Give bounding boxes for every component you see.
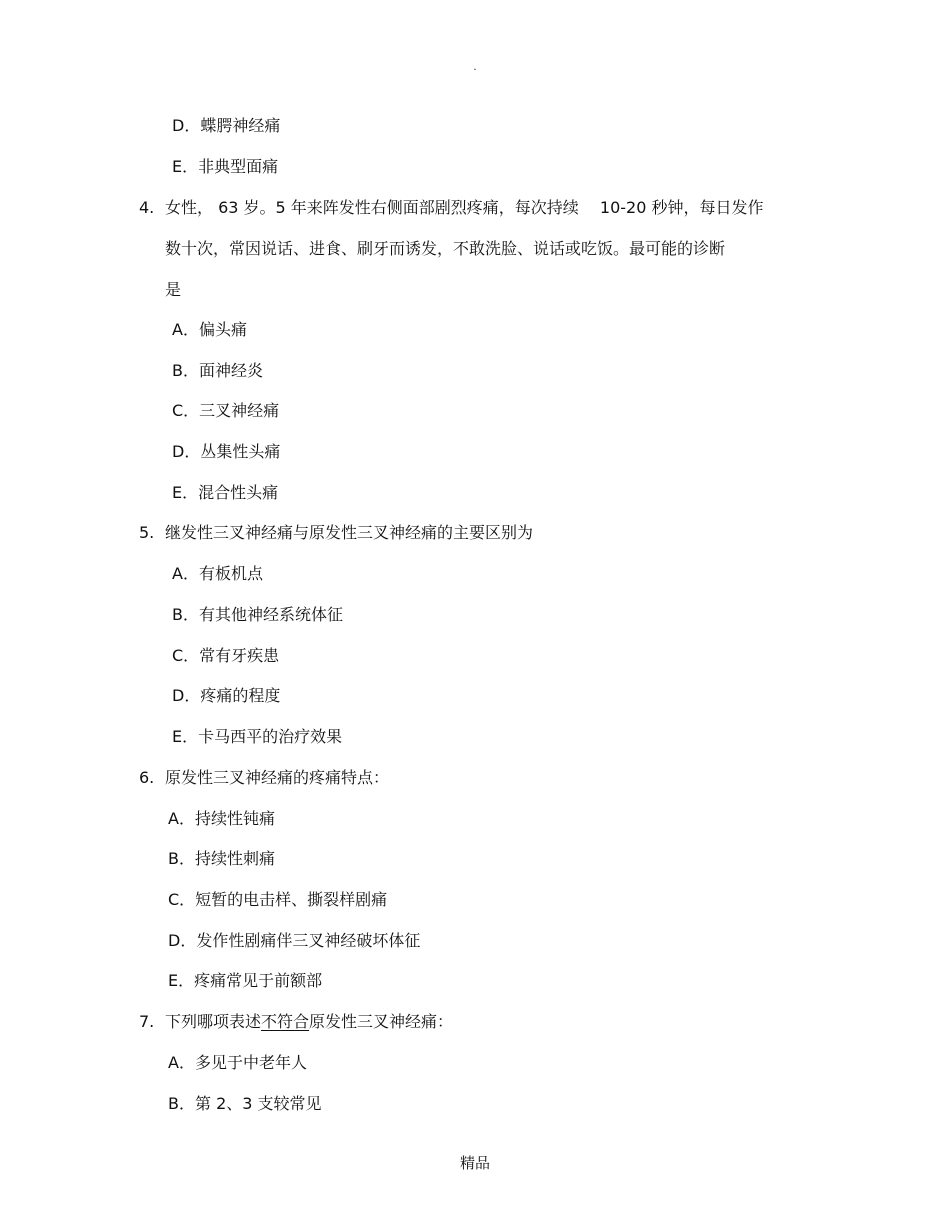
option-7b: B．第 2、3 支较常见	[168, 1094, 322, 1113]
option-4b: B．面神经炎	[172, 361, 263, 380]
option-6a: A．持续性钝痛	[168, 809, 275, 828]
option-4a: A．偏头痛	[172, 320, 247, 339]
question-number: 7.	[139, 1012, 155, 1031]
option-4e: E．混合性头痛	[172, 483, 279, 502]
option-6e: E．疼痛常见于前额部	[168, 971, 323, 990]
question-text-end: 原发性三叉神经痛：	[309, 1012, 454, 1031]
question-4-line-2: 数十次，常因说话、进食、刷牙而诱发，不敢洗脸、说话或吃饭。最可能的诊断	[165, 239, 726, 258]
option-5e: E．卡马西平的治疗效果	[172, 727, 343, 746]
option-6d: D．发作性剧痛伴三叉神经破坏体征	[168, 931, 421, 950]
question-number: 5.	[139, 523, 155, 542]
question-number: 6.	[139, 768, 155, 787]
option-7a: A．多见于中老年人	[168, 1053, 307, 1072]
option-5d: D．疼痛的程度	[172, 686, 281, 705]
question-6	[139, 766, 389, 790]
footer-label: 精品	[459, 1154, 490, 1172]
option-5b: B．有其他神经系统体征	[172, 605, 343, 624]
question-7	[139, 1010, 453, 1034]
question-5	[139, 521, 533, 545]
option-6b: B．持续性刺痛	[168, 849, 275, 868]
question-text-start: 下列哪项表述	[165, 1012, 262, 1031]
option-5c: C．常有牙疾患	[172, 646, 280, 665]
question-text: 原发性三叉神经痛的疼痛特点：	[165, 768, 390, 787]
option-5a: A．有板机点	[172, 564, 263, 583]
question-text: 女性， 63 岁。5 年来阵发性右侧面部剧烈疼痛，每次持续 10-20 秒钟，每日发作	[165, 198, 764, 217]
underlined-term: 不符合	[261, 1012, 310, 1031]
question-text: 继发性三叉神经痛与原发性三叉神经痛的主要区别为	[165, 523, 534, 542]
question-4-line-3: 是	[165, 280, 182, 299]
option-4c: C．三叉神经痛	[172, 401, 280, 420]
option-6c: C．短暂的电击样、撕裂样剧痛	[168, 890, 388, 909]
header-dot: .	[473, 62, 477, 73]
question-number: 4.	[139, 198, 155, 217]
option-3d: D．蝶腭神经痛	[172, 116, 281, 135]
option-4d: D．丛集性头痛	[172, 442, 281, 461]
question-4	[139, 196, 763, 220]
option-3e: E．非典型面痛	[172, 157, 279, 176]
